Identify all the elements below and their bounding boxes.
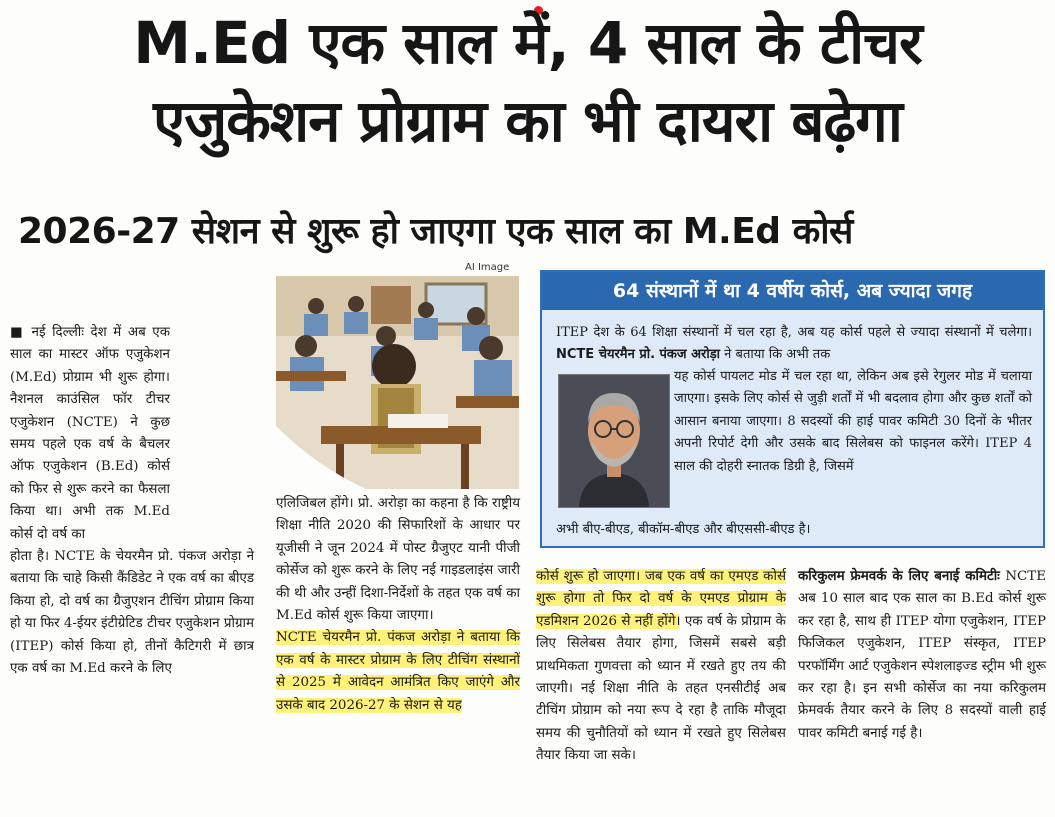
info-box-side-text: यह कोर्स पायलट मोड में चल रहा था, लेकिन अब इसे रेगुलर मोड में चलाया जाएगा। इसके लिए कोर्स से जुड़ी शर्तों में भी बदलाव होगा और कुछ शर्तों को आसान बनाया जाएगा। 8 सदस्यों की हाई पावर कमिटी 30 दिनों के भीतर अपनी रिपोर्ट देगी और उसके बाद सिलेबस को फाइनल करेंगे। ITEP 4 साल की दोहरी स्नातक डिग्री है, जिसमें (674, 369, 1032, 474)
column-1-body: होता है। NCTE के चेयरमैन प्रो. पंकज अरोड़ा ने बताया कि चाहे किसी कैंडिडेट ने एक वर्ष का बीएड किया हो, दो वर्ष का ग्रैजुएशन टीचिंग प्रोग्राम किया हो या फिर 4-ईयर इंटीग्रेटिड टीचर एजुकेशन प्रोग्राम (ITEP) कोर्स किया हो, तीनों कैटिगरी में छात्र एक वर्ष का M.Ed करने के लिए (10, 549, 254, 677)
info-box-title: 64 संस्थानों में था 4 वर्षीय कोर्स, अब ज्यादा जगह (542, 272, 1043, 310)
headline-line-1: M.Ed एक साल में, 4 साल के टीचर (133, 9, 922, 77)
info-box-bottom-text: अभी बीए-बीएड, बीकॉम-बीएड और बीएससी-बीएड है। (556, 522, 811, 537)
chairman-portrait (558, 374, 670, 508)
classroom-exam-illustration (276, 276, 519, 489)
column-3-highlight: कोर्स शुरू हो जाएगा। जब एक वर्ष का एमएड कोर्स शुरू होगा तो फिर दो वर्ष के एमएड प्रोग्राम के एडमिशन 2026 से नहीं होंगे। (536, 569, 786, 629)
info-box-top-text (556, 322, 1032, 367)
info-box-intro-rest: ने बताया कि अभी तक (724, 347, 831, 363)
column-1-intro: ■ नई दिल्लीः देश में अब एक साल का मास्टर ऑफ एजुकेशन (M.Ed) प्रोग्राम भी शुरू होगा। नैशनल काउंसिल फॉर टीचर एजुकेशन (NCTE) ने कुछ समय पहले एक वर्ष के बैचलर ऑफ एजुकेशन (B.Ed) कोर्स को फिर से शुरू करने का फैसला किया था। अभी तक M.Ed कोर्स दो वर्ष का (10, 325, 170, 542)
column-4 (798, 566, 1046, 745)
column-2 (276, 493, 520, 717)
headline-line-2: एजुकेशन प्रोग्राम का भी दायरा बढ़ेगा (153, 87, 902, 155)
column-3 (536, 566, 786, 768)
column-4-subhead: करिकुलम फ्रेमवर्क के लिए बनाई कमिटीः (798, 569, 1000, 584)
column-2-body: एलिजिबल होंगे। प्रो. अरोड़ा का कहना है कि राष्ट्रीय शिक्षा नीति 2020 की सिफारिशों के आधार पर यूजीसी ने जून 2024 में पोस्ट ग्रैजुएट यानी पीजी कोर्सेज को शुरू करने के लिए नई गाइडलाइंस जारी की थी और उन्हीं दिशा-निर्देशों के तहत एक वर्ष का M.Ed कोर्स शुरू किया जाएगा। (276, 496, 520, 624)
column-1 (10, 322, 254, 681)
column-3-body: एक वर्ष के प्रोग्राम के लिए सिलेबस तैयार होगा, जिसमें सबसे बड़ी प्राथमिकता गुणवत्ता को ध्यान में रखते हुए तय की जाएगी। नई शिक्षा नीति के तहत एनसीटीई अब टीचिंग प्रोग्राम को नया रूप दे रहा है ताकि मौजूदा समय की चुनौतियों को ध्यान में रखते हुए सिलेबस तैयार किया जा सके। (536, 613, 786, 764)
column-4-body: NCTE अब 10 साल बाद एक साल का B.Ed कोर्स शुरू कर रहा है, साथ ही ITEP योगा एजुकेशन, ITEP फिजिकल एजुकेशन, ITEP संस्कृत, ITEP परफॉर्मिंग आर्ट एजुकेशन स्पेशलाइज्ड स्ट्रीम भी शुरू कर रहा है। इन सभी कोर्सेज का नया करिकुलम फ्रेमवर्क तैयार करने के लिए 8 सदस्यों वाली हाई पावर कमिटी बनाई गई है। (798, 569, 1046, 741)
subheadline: 2026-27 सेशन से शुरू हो जाएगा एक साल का M.Ed कोर्स (18, 211, 853, 252)
info-box-chairman: NCTE चेयरमैन प्रो. पंकज अरोड़ा (556, 347, 721, 363)
image-label: AI Image (465, 262, 510, 273)
column-2-highlight: NCTE चेयरमैन प्रो. पंकज अरोड़ा ने बताया कि एक वर्ष के मास्टर प्रोग्राम के लिए टीचिंग संस्थानों से 2025 में आवेदन आमंत्रित किए जाएंगे और उसके बाद 2026-27 के सेशन से यह (276, 630, 520, 713)
info-box-intro: ITEP देश के 64 शिक्षा संस्थानों में चल रहा है, अब यह कोर्स पहले से ज्यादा संस्थानों में चलेगा। (556, 325, 1032, 340)
